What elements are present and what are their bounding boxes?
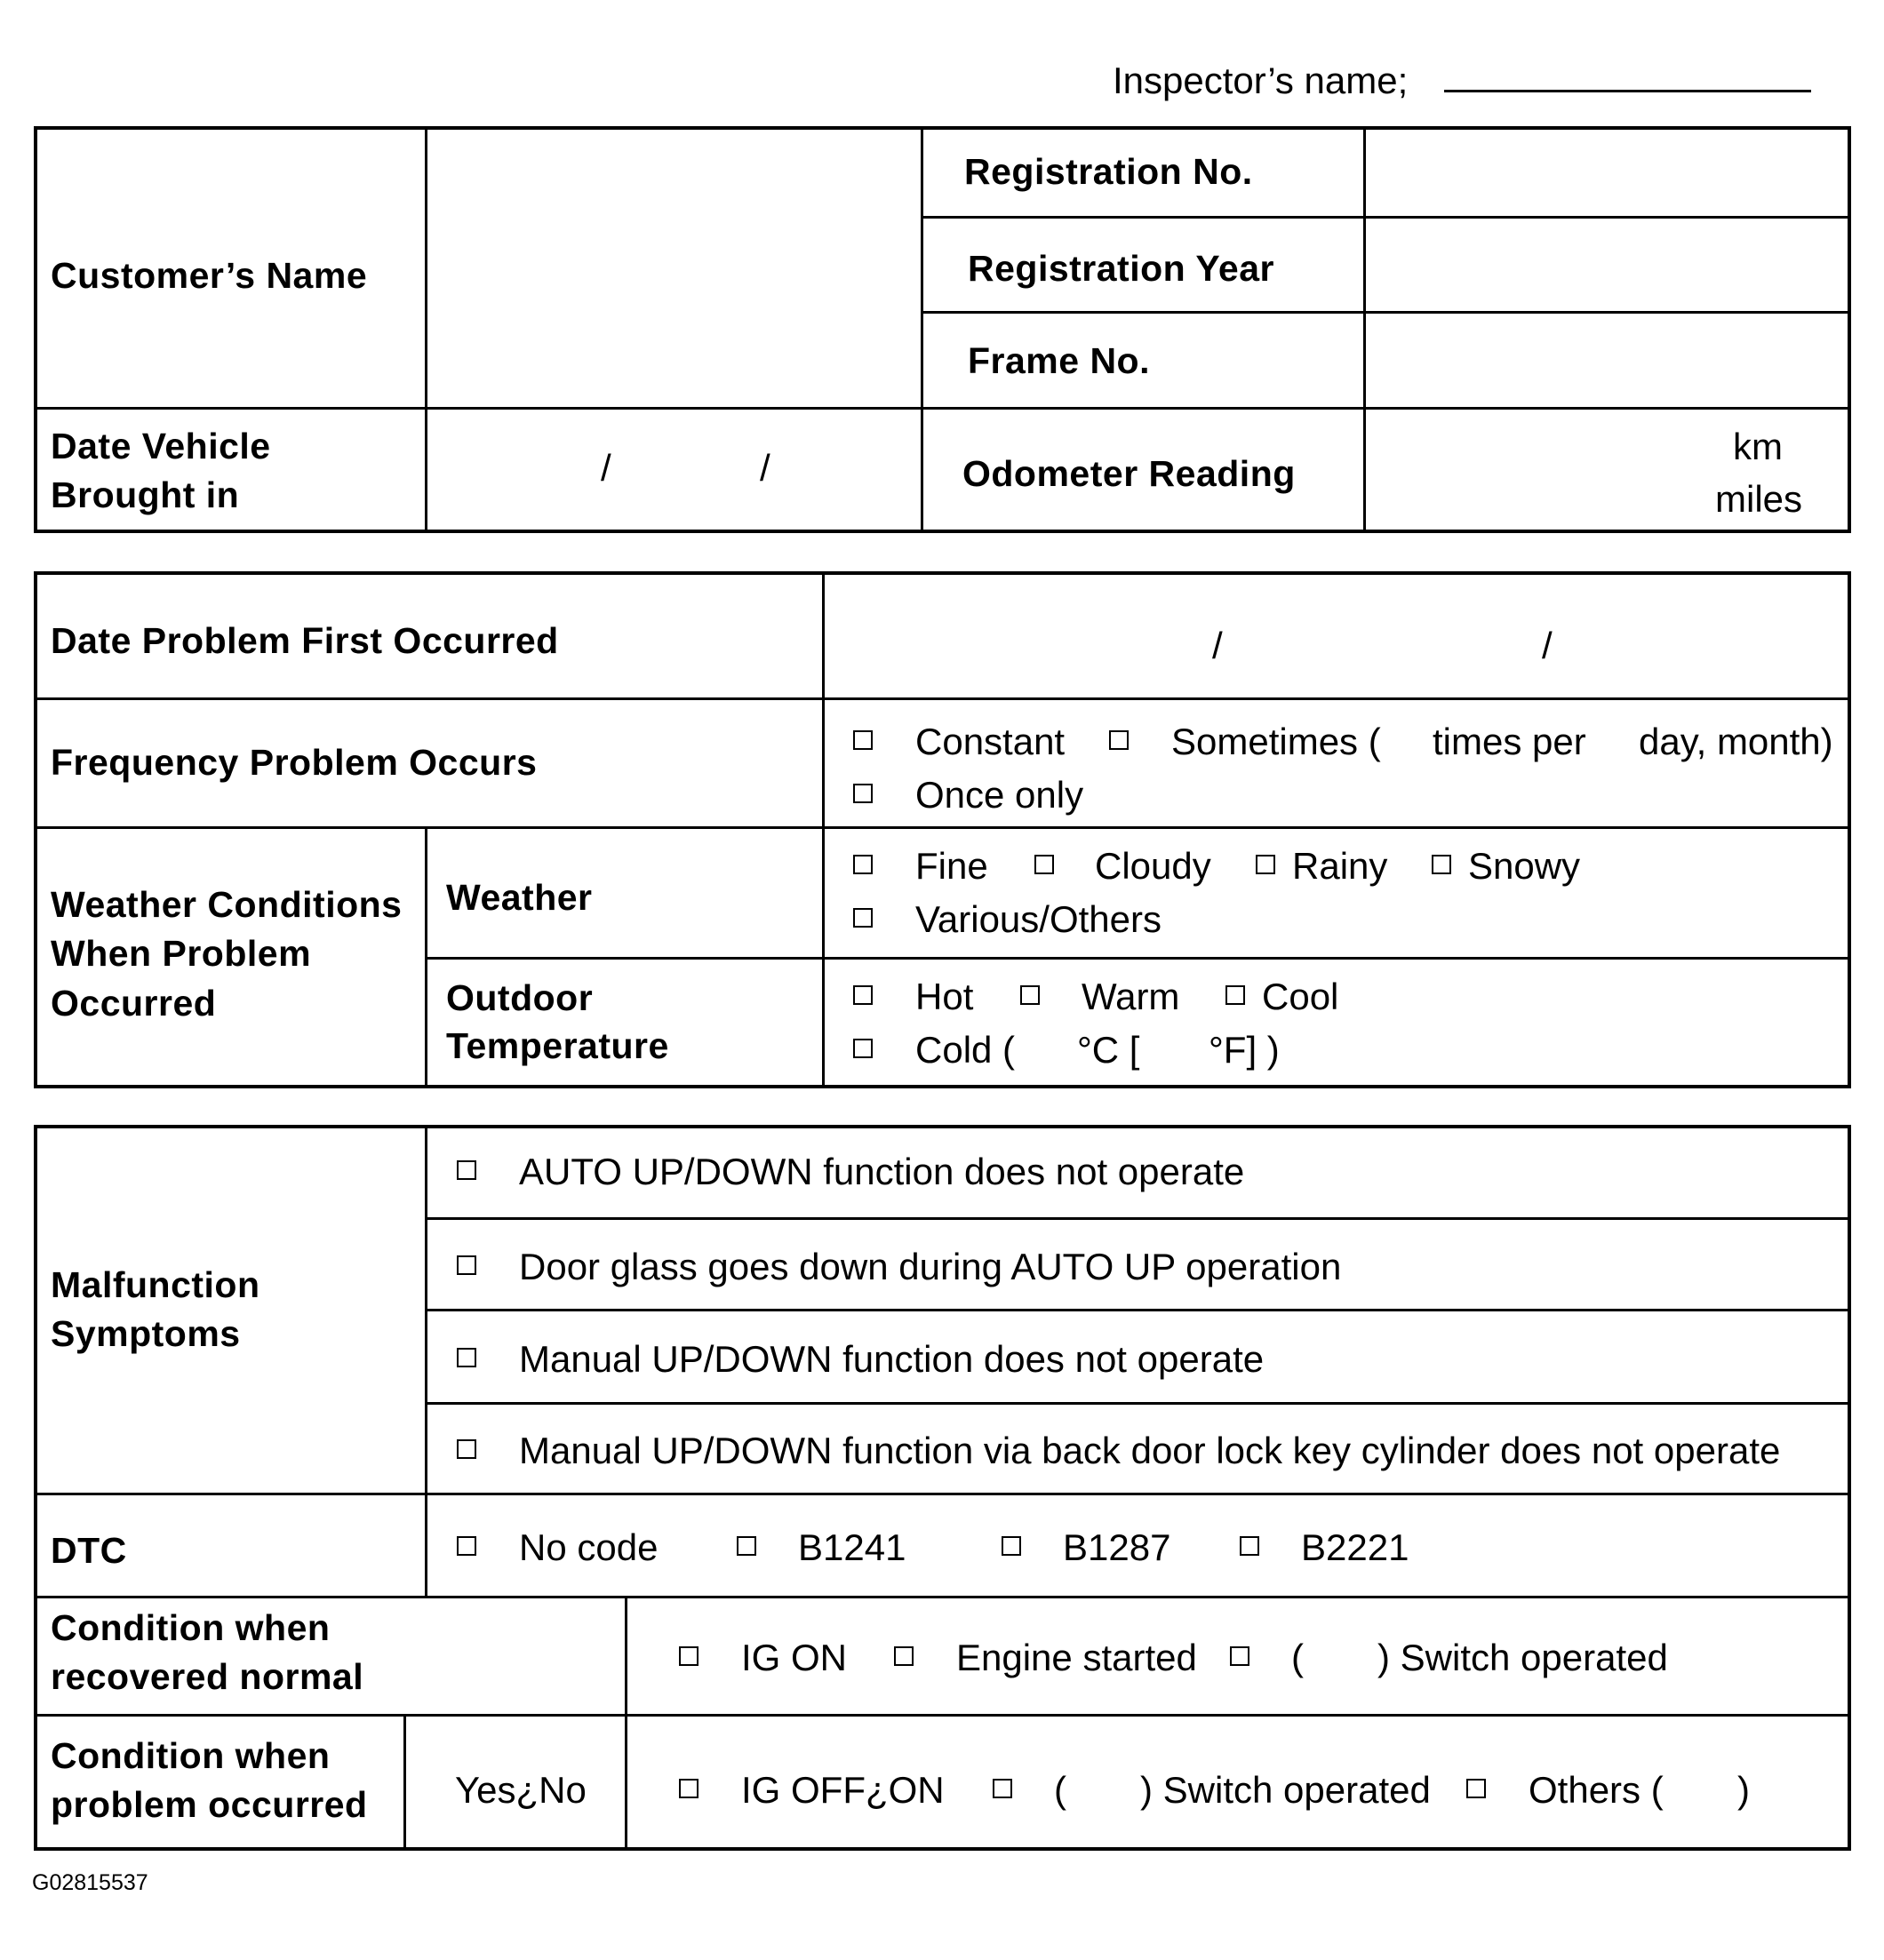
occ-paren-close: ) xyxy=(1737,1769,1750,1811)
divider xyxy=(425,126,427,533)
checkbox[interactable] xyxy=(679,1779,699,1798)
freq-sometimes: Sometimes ( xyxy=(1171,721,1381,762)
checkbox[interactable] xyxy=(457,1439,476,1459)
checkbox[interactable] xyxy=(1225,985,1245,1005)
figure-code: G02815537 xyxy=(32,1870,148,1895)
dtc-option: No code xyxy=(519,1526,659,1568)
freq-constant: Constant xyxy=(915,721,1066,762)
freq-times-per: times per xyxy=(1433,721,1586,762)
weather-various: Various/Others xyxy=(915,898,1162,940)
weather-conditions-label-line2: When Problem xyxy=(51,933,312,974)
divider xyxy=(1363,126,1366,533)
customers-name-label: Customer’s Name xyxy=(51,255,368,296)
divider xyxy=(34,407,1851,410)
divider xyxy=(921,216,1851,219)
temp-fahrenheit: °F] ) xyxy=(1209,1029,1280,1071)
temp-hot: Hot xyxy=(915,976,974,1017)
dtc-option: B2221 xyxy=(1301,1526,1409,1568)
checkbox[interactable] xyxy=(737,1536,756,1556)
checkbox[interactable] xyxy=(853,1039,873,1058)
outdoor-temp-label-line2: Temperature xyxy=(446,1025,669,1066)
divider xyxy=(403,1714,406,1851)
date-first-occurred-label: Date Problem First Occurred xyxy=(51,620,559,661)
freq-once: Once only xyxy=(915,774,1084,816)
registration-year-label: Registration Year xyxy=(968,248,1274,289)
weather-snowy: Snowy xyxy=(1468,845,1581,887)
checkbox[interactable] xyxy=(457,1348,476,1367)
rec-paren-open: ( xyxy=(1291,1637,1304,1678)
checkbox[interactable] xyxy=(894,1646,914,1666)
symptom-item: Manual UP/DOWN function via back door lock key cylinder does not operate xyxy=(519,1430,1781,1471)
checkbox[interactable] xyxy=(679,1646,699,1666)
freq-day-month: day, month) xyxy=(1639,721,1833,762)
dtc-option: B1287 xyxy=(1063,1526,1171,1568)
weather-conditions-label-line3: Occurred xyxy=(51,983,217,1024)
checkbox[interactable] xyxy=(457,1160,476,1180)
divider xyxy=(921,311,1851,314)
divider xyxy=(425,957,1851,960)
checkbox[interactable] xyxy=(853,985,873,1005)
frequency-label: Frequency Problem Occurs xyxy=(51,742,538,783)
km-unit: km xyxy=(1733,426,1783,467)
temp-warm: Warm xyxy=(1082,976,1180,1017)
odometer-label: Odometer Reading xyxy=(962,453,1296,494)
checkbox[interactable] xyxy=(853,784,873,803)
rec-ig-on: IG ON xyxy=(741,1637,848,1678)
date-separator: / xyxy=(760,447,770,489)
vehicle-info-table xyxy=(34,126,1851,533)
occ-others: Others ( xyxy=(1529,1769,1664,1811)
divider xyxy=(34,1493,1851,1495)
rec-switch-operated: ) Switch operated xyxy=(1377,1637,1668,1678)
outdoor-temp-label-line1: Outdoor xyxy=(446,977,594,1018)
checkbox[interactable] xyxy=(1256,855,1275,874)
occurred-label-line2: problem occurred xyxy=(51,1784,368,1825)
divider xyxy=(625,1596,627,1851)
weather-rainy: Rainy xyxy=(1292,845,1388,887)
checkbox[interactable] xyxy=(1240,1536,1259,1556)
rec-engine-started: Engine started xyxy=(956,1637,1197,1678)
dtc-option: B1241 xyxy=(798,1526,906,1568)
inspector-name-line[interactable] xyxy=(1444,90,1811,92)
symptom-item: Door glass goes down during AUTO UP operation xyxy=(519,1246,1342,1287)
checkbox[interactable] xyxy=(1109,730,1129,750)
date-brought-in-label-line1: Date Vehicle xyxy=(51,426,271,466)
checkbox[interactable] xyxy=(457,1536,476,1556)
divider xyxy=(425,1217,1851,1220)
checkbox[interactable] xyxy=(853,908,873,928)
divider xyxy=(34,1596,1851,1598)
date-brought-in-label-line2: Brought in xyxy=(51,474,240,515)
divider xyxy=(425,1402,1851,1405)
weather-fine: Fine xyxy=(915,845,988,887)
yes-no: Yes¿No xyxy=(455,1769,587,1811)
checkbox[interactable] xyxy=(853,730,873,750)
inspector-label: Inspector’s name; xyxy=(1113,60,1409,101)
checkbox[interactable] xyxy=(1002,1536,1021,1556)
occ-paren-open: ( xyxy=(1054,1769,1066,1811)
frame-no-label: Frame No. xyxy=(968,340,1150,381)
divider xyxy=(34,826,1851,829)
checkbox[interactable] xyxy=(457,1255,476,1275)
temp-cool: Cool xyxy=(1262,976,1339,1017)
occ-ig-off-on: IG OFF¿ON xyxy=(741,1769,945,1811)
temp-celsius: °C [ xyxy=(1077,1029,1140,1071)
recovered-label-line1: Condition when xyxy=(51,1607,331,1648)
weather-conditions-label-line1: Weather Conditions xyxy=(51,884,403,925)
miles-unit: miles xyxy=(1715,478,1803,520)
temp-cold: Cold ( xyxy=(915,1029,1016,1071)
checkbox[interactable] xyxy=(1432,855,1451,874)
divider xyxy=(921,126,923,533)
divider xyxy=(34,1714,1851,1717)
checkbox[interactable] xyxy=(1020,985,1040,1005)
divider xyxy=(425,1125,427,1597)
checkbox[interactable] xyxy=(1034,855,1054,874)
date-separator: / xyxy=(1542,625,1553,666)
recovered-label-line2: recovered normal xyxy=(51,1656,364,1697)
date-separator: / xyxy=(601,447,611,489)
checkbox[interactable] xyxy=(1230,1646,1249,1666)
divider xyxy=(822,571,825,1088)
divider xyxy=(34,697,1851,700)
date-separator: / xyxy=(1212,625,1223,666)
weather-cloudy: Cloudy xyxy=(1095,845,1211,887)
checkbox[interactable] xyxy=(993,1779,1012,1798)
symptom-item: AUTO UP/DOWN function does not operate xyxy=(519,1151,1245,1192)
malfunction-symptoms-label-line1: Malfunction xyxy=(51,1264,260,1305)
checkbox[interactable] xyxy=(853,855,873,874)
malfunction-symptoms-label-line2: Symptoms xyxy=(51,1313,241,1354)
occurred-label-line1: Condition when xyxy=(51,1735,331,1776)
dtc-label: DTC xyxy=(51,1530,127,1571)
checkbox[interactable] xyxy=(1466,1779,1486,1798)
symptom-item: Manual UP/DOWN function does not operate xyxy=(519,1338,1265,1380)
occ-switch-operated: ) Switch operated xyxy=(1140,1769,1431,1811)
weather-label: Weather xyxy=(446,877,593,918)
divider xyxy=(425,1309,1851,1311)
registration-no-label: Registration No. xyxy=(964,151,1253,192)
